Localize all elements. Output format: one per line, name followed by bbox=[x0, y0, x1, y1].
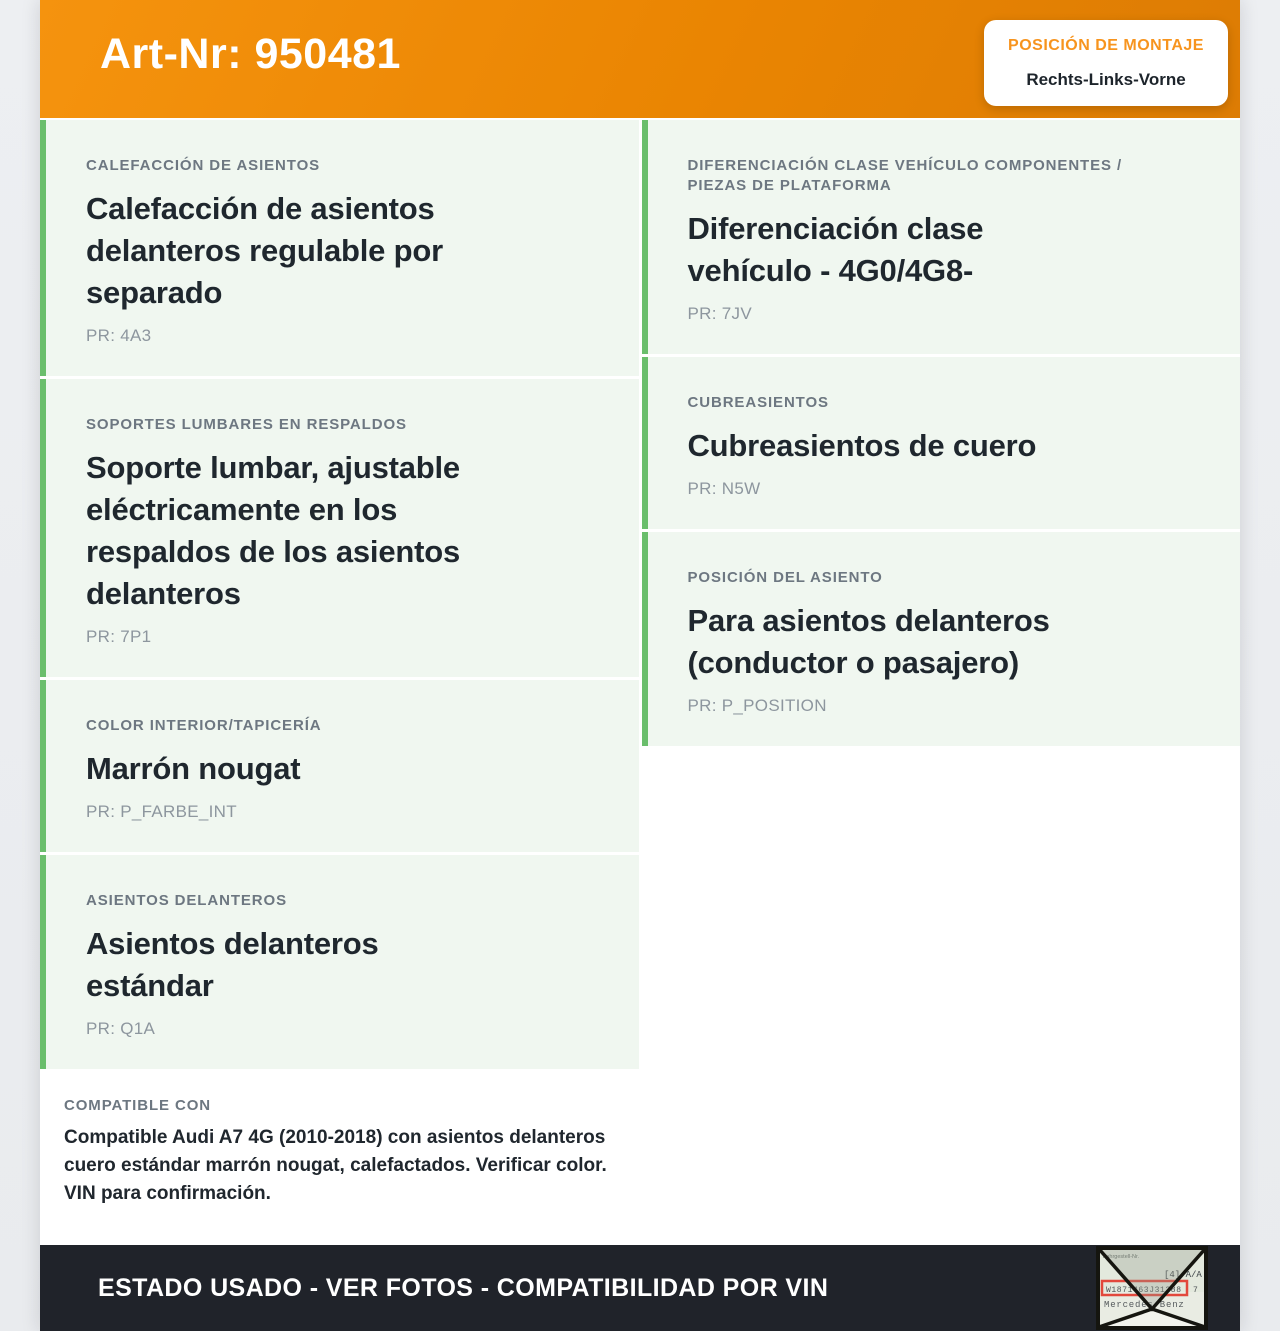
spec-card-title: Cubreasientos de cuero bbox=[687, 428, 1037, 463]
spec-card-seat-heating bbox=[40, 120, 639, 376]
spec-card-label: CUBREASIENTOS bbox=[687, 394, 829, 411]
thumbnail-doc-label: Fahrgestell-Nr. bbox=[1103, 1254, 1140, 1260]
spec-card-label: ASIENTOS DELANTEROS bbox=[86, 892, 288, 909]
spec-card-title: Calefacción de asientos delanteros regulable por separado bbox=[86, 191, 443, 310]
mounting-position-badge bbox=[984, 20, 1228, 106]
brand-text: Mercedes-Benz bbox=[1104, 1300, 1185, 1310]
spec-card-vehicle-class bbox=[642, 120, 1241, 354]
page bbox=[40, 0, 1240, 1331]
spec-card-pr: PR: 7JV bbox=[687, 304, 752, 323]
spec-card-title: Asientos delanteros estándar bbox=[86, 926, 379, 1003]
spec-card-title: Diferenciación clase vehículo - 4G0/4G8- bbox=[687, 211, 984, 288]
spec-card-title: Soporte lumbar, ajustable eléctricamente en los respaldos de los asientos delanteros bbox=[86, 450, 461, 611]
spec-card-label: CALEFACCIÓN DE ASIENTOS bbox=[86, 157, 321, 174]
registration-document-image bbox=[1096, 1246, 1208, 1330]
spec-card-front-seats bbox=[40, 855, 639, 1069]
spec-card-pr: PR: 7P1 bbox=[86, 627, 152, 646]
spec-card-pr: PR: 4A3 bbox=[86, 326, 152, 345]
spec-card-label: DIFERENCIACIÓN CLASE VEHÍCULO COMPONENTES / PIEZAS DE PLATAFORMA bbox=[687, 157, 1123, 194]
right-column bbox=[642, 120, 1241, 1245]
mounting-position-label: POSICIÓN DE MONTAJE bbox=[1008, 37, 1204, 54]
vin-text: W1871463J31288 bbox=[1106, 1286, 1182, 1295]
thumbnail-side-label: [4] A/A bbox=[1164, 1270, 1202, 1280]
spec-card-label: POSICIÓN DEL ASIENTO bbox=[687, 569, 883, 586]
spec-card-pr: PR: P_POSITION bbox=[687, 696, 827, 715]
vin-suffix: 7 bbox=[1193, 1286, 1198, 1295]
spec-card-label: COLOR INTERIOR/TAPICERÍA bbox=[86, 717, 322, 734]
header bbox=[40, 0, 1240, 118]
spec-card-label: SOPORTES LUMBARES EN RESPALDOS bbox=[86, 416, 407, 433]
spec-card-title: Marrón nougat bbox=[86, 751, 301, 786]
spec-card-title: Para asientos delanteros (conductor o pasajero) bbox=[687, 603, 1050, 680]
spec-card-seat-position bbox=[642, 532, 1241, 746]
main-content bbox=[40, 120, 1240, 1245]
page-title: Art-Nr: 950481 bbox=[100, 30, 401, 78]
spec-card-seat-covers bbox=[642, 357, 1241, 529]
compatibility-card bbox=[40, 1072, 639, 1245]
spec-card-pr: PR: P_FARBE_INT bbox=[86, 802, 237, 821]
spec-card-pr: PR: Q1A bbox=[86, 1019, 156, 1038]
spec-card-pr: PR: N5W bbox=[687, 479, 761, 498]
mounting-position-value: Rechts-Links-Vorne bbox=[1026, 70, 1186, 89]
left-column bbox=[40, 120, 639, 1245]
compatibility-label: COMPATIBLE CON bbox=[64, 1097, 212, 1114]
spec-card-lumbar-support bbox=[40, 379, 639, 677]
compatibility-text: Compatible Audi A7 4G (2010-2018) con asientos delanteros cuero estándar marrón nougat, calefactados. Verificar color. VIN para confirmación. bbox=[64, 1127, 607, 1204]
registration-thumbnail bbox=[1096, 1246, 1208, 1330]
spec-card-interior-color bbox=[40, 680, 639, 852]
footer-text: ESTADO USADO - VER FOTOS - COMPATIBILIDAD POR VIN bbox=[98, 1273, 829, 1302]
footer-banner bbox=[40, 1245, 1240, 1331]
